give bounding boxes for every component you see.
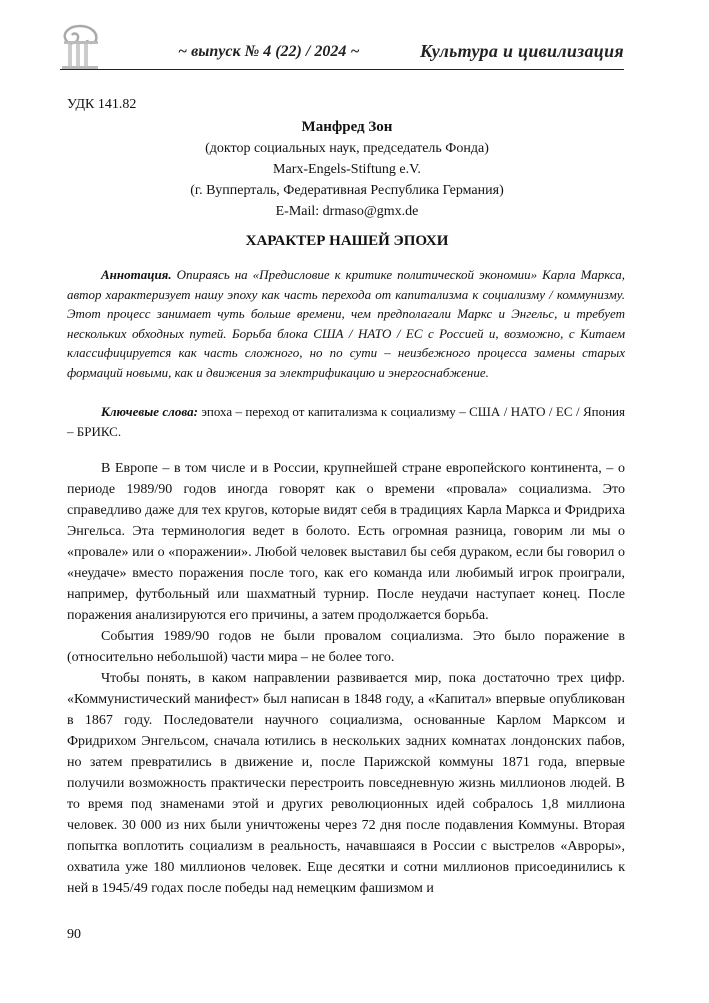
body-paragraph: Чтобы понять, в каком направлении развивается мир, пока достаточно трех цифр. «Коммунистический манифест» был написан в 1848 году, а «Капитал» впервые опубликован в 1867 году. Последователи научного социализма, основанные Карлом Марксом и Фридрихом Энгельсом, сначала ютились в нескольких задних комнатах лондонских пабов, но затем превратились в движение и, после Парижской коммуны 1871 года, впервые получили возможность практически перестроить повседневную жизнь миллионов людей. В то время под знаменами этой и других революционных идей собралось 1,8 миллиона человек. 30 000 из них были уничтожены через 72 дня после подавления Коммуны. Вторая попытка воплотить социализм в реальность, начавшаяся в России с выстрелов «Авроры», охватила уже 180 миллионов человек. Еще десятки и сотни миллионов присоединились к ней в 1945/49 годах после победы над немецким фашизмом и — [67, 671, 625, 896]
column-scroll-logo-icon — [60, 22, 100, 72]
author-affiliation-degree: (доктор социальных наук, председатель Фонда) — [205, 141, 489, 156]
header-divider — [60, 69, 624, 70]
author-affiliation-location: (г. Вупперталь, Федеративная Республика Германия) — [190, 183, 504, 198]
author-affiliation-foundation: Marx-Engels-Stiftung e.V. — [273, 162, 421, 177]
issue-label: ~ выпуск № 4 (22) / 2024 ~ — [178, 43, 360, 60]
article-title: ХАРАКТЕР НАШЕЙ ЭПОХИ — [245, 233, 449, 249]
udc-code: УДК 141.82 — [67, 97, 137, 112]
page-header — [60, 22, 630, 76]
keywords-label: Ключевые слова: — [101, 404, 198, 419]
body-paragraph: События 1989/90 годов не были провалом социализма. Это было поражение в (относительно небольшой) части мира – не более того. — [67, 629, 625, 665]
article-body — [67, 458, 625, 899]
keywords-text: эпоха – переход от капитализма к социализму – США / НАТО / ЕС / Япония – БРИКС. — [67, 404, 625, 439]
author-email: E-Mail: drmaso@gmx.de — [275, 204, 419, 219]
author-name: Манфред Зон — [301, 119, 393, 135]
page-number: 90 — [67, 927, 81, 942]
abstract-label: Аннотация. — [101, 267, 172, 282]
abstract — [67, 265, 625, 382]
journal-title: Культура и цивилизация — [420, 41, 624, 61]
keywords — [67, 402, 625, 441]
body-paragraph: В Европе – в том числе и в России, крупнейшей стране европейского континента, – о периоде 1989/90 годов иногда говорят как о времени «провала» социализма. Это справедливо даже для тех кругов, которые видят себя в традициях Карла Маркса и Фридриха Энгельса. Эта терминология ведет в болото. Есть огромная разница, говорим ли мы о «провале» или о «поражении». Любой человек выставил бы себя дураком, если бы говорил о «неудаче» вместо поражения после того, как его команда или любимый игрок проиграли, например, футбольный или шахматный турнир. После неудачи наступает конец. После поражения анализируются его причины, а затем продолжается борьба. — [67, 461, 625, 623]
abstract-text: Опираясь на «Предисловие к критике политической экономии» Карла Маркса, автор характеризует нашу эпоху как часть перехода от капитализма к социализму / коммунизму. Этот процесс занимает чуть больше времени, чем предполагали Маркс и Энгельс, и требует нескольких обходных путей. Борьба блока США / НАТО / ЕС с Россией и, возможно, с Китаем классифицируется как часть сложного, но по сути – неизбежного процесса замены старых формаций новыми, как и движения за электрификацию и энергоснабжение. — [67, 267, 625, 380]
